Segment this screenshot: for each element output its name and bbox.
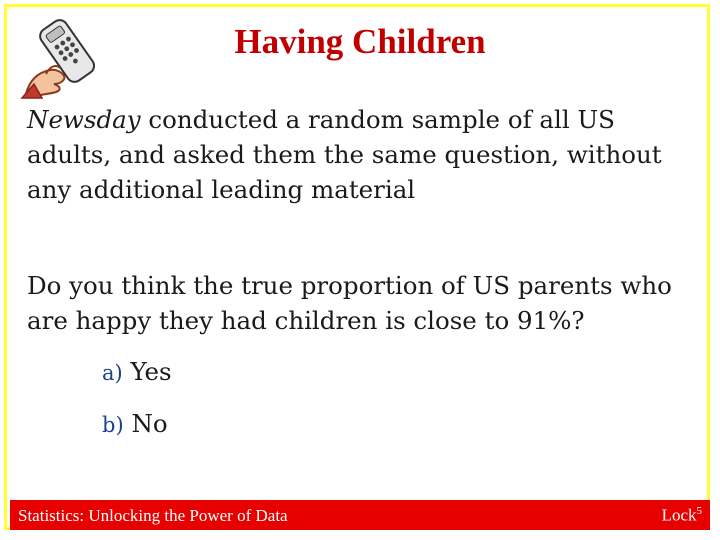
footer-book-title: Statistics: Unlocking the Power of Data (18, 506, 288, 525)
description-text: conducted a random sample of all US adults, and asked them the same question, without any additional leading material (27, 105, 662, 204)
option-a-letter: a) (102, 361, 123, 385)
option-a-text: Yes (130, 357, 172, 386)
footer-bar (10, 500, 710, 530)
footer-author-sup: 5 (696, 505, 702, 517)
question-text: Do you think the true proportion of US parents who are happy they had children is close to 91%? (27, 271, 672, 335)
option-b-letter: b) (102, 413, 124, 437)
newsday-name: Newsday (27, 105, 141, 134)
slide-title: Having Children (234, 22, 486, 61)
description-paragraph (27, 102, 687, 207)
footer-author (662, 505, 702, 526)
footer-author-name: Lock (661, 505, 697, 525)
option-a[interactable] (102, 357, 172, 386)
option-b-text: No (131, 409, 168, 438)
slide-frame (4, 4, 710, 530)
option-b[interactable] (102, 409, 168, 438)
